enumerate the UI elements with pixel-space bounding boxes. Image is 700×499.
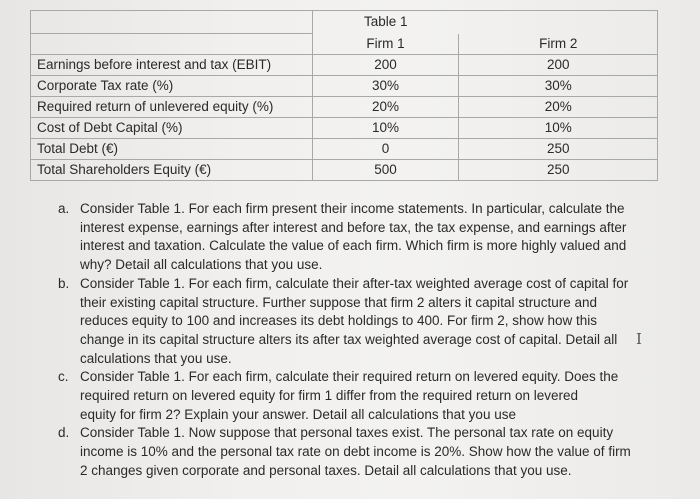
question-list bbox=[52, 200, 652, 481]
question-line: interest and taxation. Calculate the value of each firm. Which firm is more highly valued and bbox=[80, 238, 627, 254]
column-header-firm-2: Firm 2 bbox=[459, 34, 658, 55]
question-line: reduces equity to 100 and increases its debt holdings to 400. For firm 2, show how this bbox=[80, 313, 598, 329]
table-row bbox=[31, 97, 658, 118]
firm-1-value: 30% bbox=[312, 76, 459, 97]
row-label: Cost of Debt Capital (%) bbox=[31, 118, 313, 139]
row-label: Corporate Tax rate (%) bbox=[31, 76, 313, 97]
question-line: change in its capital structure alters its after tax weighted average cost of capital. Detail all bbox=[80, 331, 618, 347]
question-line: why? Detail all calculations that you use. bbox=[80, 257, 323, 273]
table-caption: Table 1 bbox=[312, 11, 459, 34]
question-line: Consider Table 1. For each firm, calculate their after-tax weighted average cost of capital for bbox=[80, 275, 629, 291]
table-row bbox=[31, 55, 658, 76]
question-line: calculations that you use. bbox=[80, 350, 232, 366]
firm-1-value: 0 bbox=[312, 139, 459, 160]
firm-2-value: 20% bbox=[459, 97, 658, 118]
row-label: Total Debt (€) bbox=[31, 139, 313, 160]
question-line: equity for firm 2? Explain your answer. Detail all calculations that you use bbox=[80, 406, 516, 422]
question-line: Consider Table 1. Now suppose that personal taxes exist. The personal tax rate on equity bbox=[80, 425, 614, 441]
table-caption-row bbox=[31, 11, 658, 34]
question-marker: d. bbox=[58, 425, 70, 441]
row-label: Earnings before interest and tax (EBIT) bbox=[31, 55, 313, 76]
question-line: their existing capital structure. Further suppose that firm 2 alters it capital structure and bbox=[80, 294, 597, 310]
question-marker: c. bbox=[58, 369, 69, 385]
question-item bbox=[52, 424, 652, 480]
question-marker: a. bbox=[58, 201, 70, 216]
question-line: 2 changes given corporate and personal taxes. Detail all calculations that you use. bbox=[80, 462, 572, 478]
firm-1-value: 10% bbox=[312, 118, 459, 139]
question-item bbox=[52, 200, 652, 275]
table-header-row bbox=[31, 34, 658, 55]
table-row bbox=[31, 118, 658, 139]
firm-2-value: 10% bbox=[459, 118, 658, 139]
question-line: income is 10% and the personal tax rate on debt income is 20%. Show how the value of firm bbox=[80, 444, 631, 460]
firm-1-value: 200 bbox=[312, 55, 459, 76]
table-caption-blank bbox=[459, 11, 658, 34]
table-row bbox=[31, 139, 658, 160]
firm-2-value: 250 bbox=[459, 160, 658, 181]
question-marker: b. bbox=[58, 275, 70, 291]
table-row bbox=[31, 160, 658, 181]
firm-1-value: 500 bbox=[312, 160, 459, 181]
row-label: Required return of unlevered equity (%) bbox=[31, 97, 313, 118]
column-header-firm-1: Firm 1 bbox=[312, 34, 459, 55]
firm-2-value: 30% bbox=[459, 76, 658, 97]
question-line: interest expense, earnings after interest and before tax, the tax expense, and earnings after bbox=[80, 219, 627, 235]
firm-1-value: 20% bbox=[312, 97, 459, 118]
table-1 bbox=[30, 10, 658, 181]
text-cursor-icon: I bbox=[636, 330, 642, 348]
firm-2-value: 250 bbox=[459, 139, 658, 160]
question-line: Consider Table 1. For each firm, calculate their required return on levered equity. Does the bbox=[80, 369, 619, 385]
table-header-blank bbox=[31, 34, 313, 55]
firm-2-value: 200 bbox=[459, 55, 658, 76]
question-line: required return on levered equity for firm 1 differ from the required return on levered bbox=[80, 388, 579, 404]
table-corner-cell bbox=[31, 11, 313, 34]
row-label: Total Shareholders Equity (€) bbox=[31, 160, 313, 181]
question-item bbox=[52, 368, 652, 424]
table-body bbox=[31, 55, 658, 181]
table-row bbox=[31, 76, 658, 97]
question-item bbox=[52, 275, 652, 369]
question-line: Consider Table 1. For each firm present their income statements. In particular, calculate the bbox=[80, 201, 625, 216]
